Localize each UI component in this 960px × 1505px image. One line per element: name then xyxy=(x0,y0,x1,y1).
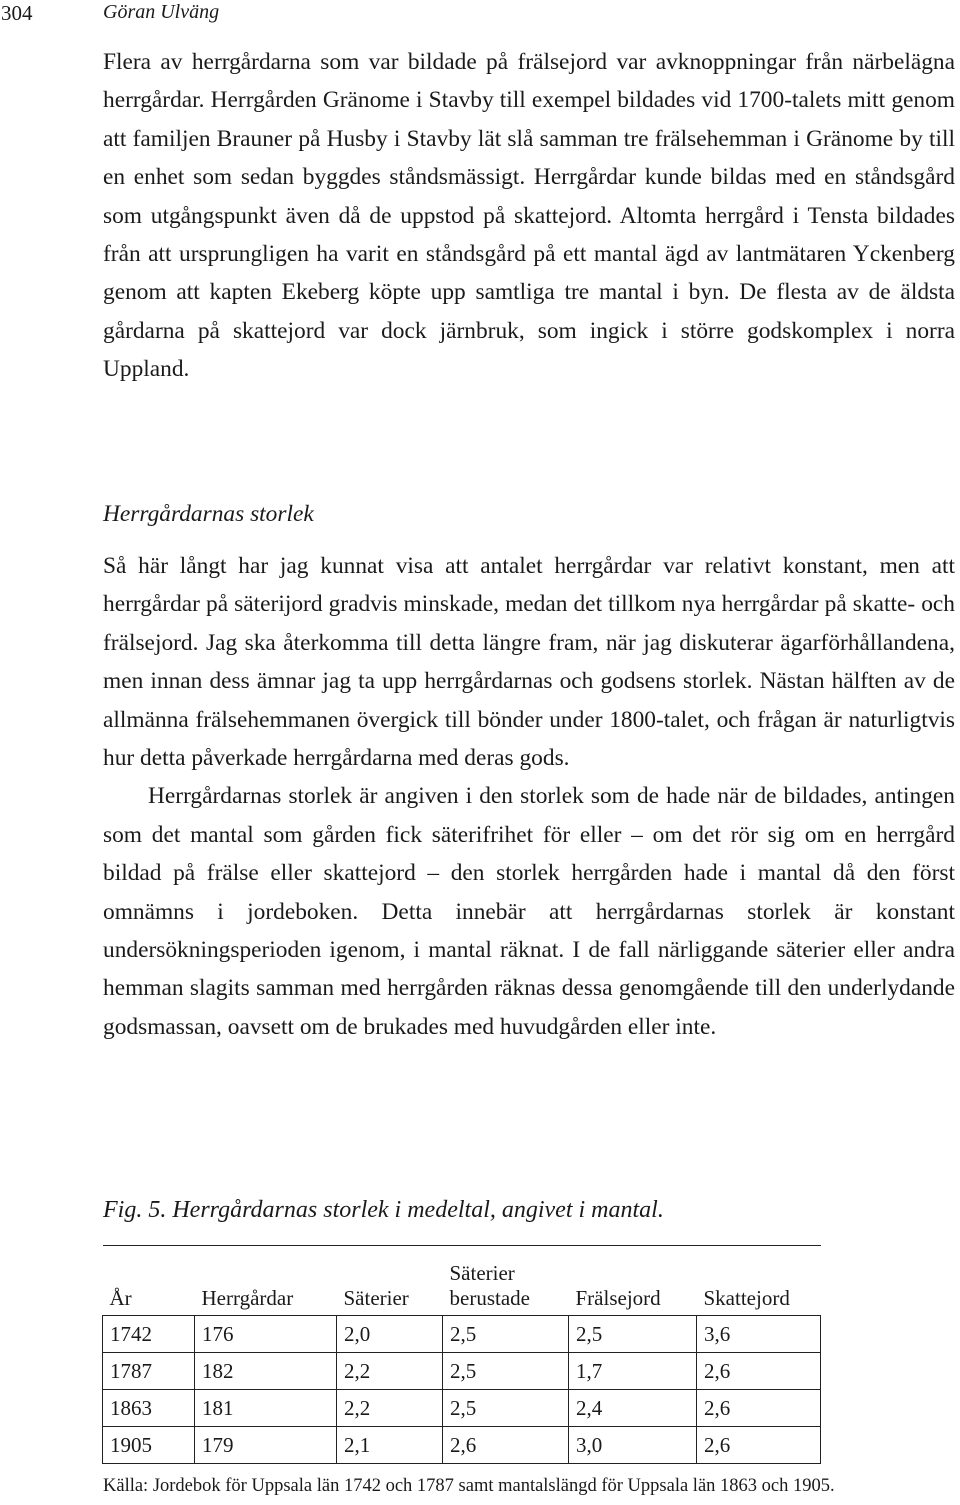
table-cell: 1742 xyxy=(103,1316,195,1353)
section-heading: Herrgårdarnas storlek xyxy=(103,501,314,527)
table-cell: 2,2 xyxy=(337,1353,443,1390)
table-cell: 1,7 xyxy=(569,1353,697,1390)
table-cell: 179 xyxy=(195,1427,337,1464)
header-cell-year: År xyxy=(103,1246,195,1316)
table-cell: 181 xyxy=(195,1390,337,1427)
paragraph-3: Herrgårdarnas storlek är angiven i den storlek som de hade när de bildades, antingen som det mantal som gården fick säterifrihet för eller – om det rör sig om en herrgård bildad på frälse eller skattejord – den storlek herrgården hade i mantal då den först omnämns i jordeboken. Detta innebär att herrgårdarnas storlek är konstant undersökningsperioden igenom, i mantal räknat. I de fall närliggande säterier eller andra hemman slagits samman med herrgården räknas dessa genomgående till den underlydande godsmassan, oavsett om de brukades med huvudgården eller inte. xyxy=(103,783,955,1040)
header-text-berustade: berustade xyxy=(449,1286,530,1310)
table-cell: 1787 xyxy=(103,1353,195,1390)
table-cell: 2,5 xyxy=(443,1316,569,1353)
header-cell-fralsejord: Frälsejord xyxy=(569,1246,697,1316)
table-cell: 2,5 xyxy=(443,1353,569,1390)
header-cell-skattejord: Skattejord xyxy=(697,1246,821,1316)
table-row xyxy=(103,1316,821,1353)
page-number: 304 xyxy=(1,1,33,25)
table-cell: 2,6 xyxy=(697,1390,821,1427)
header-cell-sateri: Säterier xyxy=(337,1246,443,1316)
data-table xyxy=(102,1245,821,1464)
table-row xyxy=(103,1390,821,1427)
table-cell: 1905 xyxy=(103,1427,195,1464)
table-cell: 2,6 xyxy=(443,1427,569,1464)
table-cell: 3,6 xyxy=(697,1316,821,1353)
figure-caption: Fig. 5. Herrgårdarnas storlek i medeltal, angivet i mantal. xyxy=(103,1197,664,1223)
paragraph-1: Flera av herrgårdarna som var bildade på frälsejord var avknoppningar från närbelägna herrgårdar. Herrgården Gränome i Stavby till exempel bildades vid 1700-talets mitt genom att familjen Brauner på Husby i Stavby lät slå samman tre frälsehemman i Gränome by till en enhet som sedan byggdes ståndsmässigt. Herrgårdar kunde bildas med en ståndsgård som utgångspunkt även då de uppstod på skattejord. Altomta herrgård i Tensta bildades från att ursprungligen ha varit en ståndsgård på ett mantal ägd av lantmätaren Yckenberg genom att kapten Ekeberg köpte upp samtliga tre mantal i byn. De flesta av de äldsta gårdarna på skattejord var dock järnbruk, som ingick i större godskomplex i norra Uppland. xyxy=(103,49,955,383)
table-header-row xyxy=(103,1246,821,1316)
table-cell: 2,6 xyxy=(697,1427,821,1464)
header-cell-sateri-berustade xyxy=(443,1246,569,1316)
table-cell: 2,0 xyxy=(337,1316,443,1353)
table-cell: 2,5 xyxy=(443,1390,569,1427)
table-cell: 2,1 xyxy=(337,1427,443,1464)
table-cell: 2,6 xyxy=(697,1353,821,1390)
table-cell: 1863 xyxy=(103,1390,195,1427)
source-note: Källa: Jordebok för Uppsala län 1742 och 1787 samt mantalslängd för Uppsala län 1863 och 1905. xyxy=(103,1476,835,1496)
table-cell: 182 xyxy=(195,1353,337,1390)
paragraph-2: Så här långt har jag kunnat visa att antalet herrgårdar var relativt konstant, men att herrgårdar på säterijord gradvis minskade, medan det tillkom nya herrgårdar på skatte- och frälsejord. Jag ska återkomma till detta längre fram, när jag diskuterar ägarförhållandena, men innan dess ämnar jag ta upp herrgårdarnas och godsens storlek. Nästan hälften av de allmänna frälsehemmanen övergick till bönder under 1800-talet, och frågan är naturligtvis hur detta påverkade herrgårdarna med deras gods. xyxy=(103,553,955,772)
running-head-author: Göran Ulväng xyxy=(103,1,220,23)
header-text-sateri: Säterier xyxy=(449,1261,515,1285)
header-cell-herrgardar: Herrgårdar xyxy=(195,1246,337,1316)
body-text-2 xyxy=(103,547,955,1046)
table-cell: 2,5 xyxy=(569,1316,697,1353)
table-row xyxy=(103,1427,821,1464)
table-row xyxy=(103,1353,821,1390)
body-text-1 xyxy=(103,43,955,389)
table-cell: 2,2 xyxy=(337,1390,443,1427)
running-header xyxy=(0,0,960,30)
table-cell: 3,0 xyxy=(569,1427,697,1464)
table-cell: 2,4 xyxy=(569,1390,697,1427)
table-cell: 176 xyxy=(195,1316,337,1353)
